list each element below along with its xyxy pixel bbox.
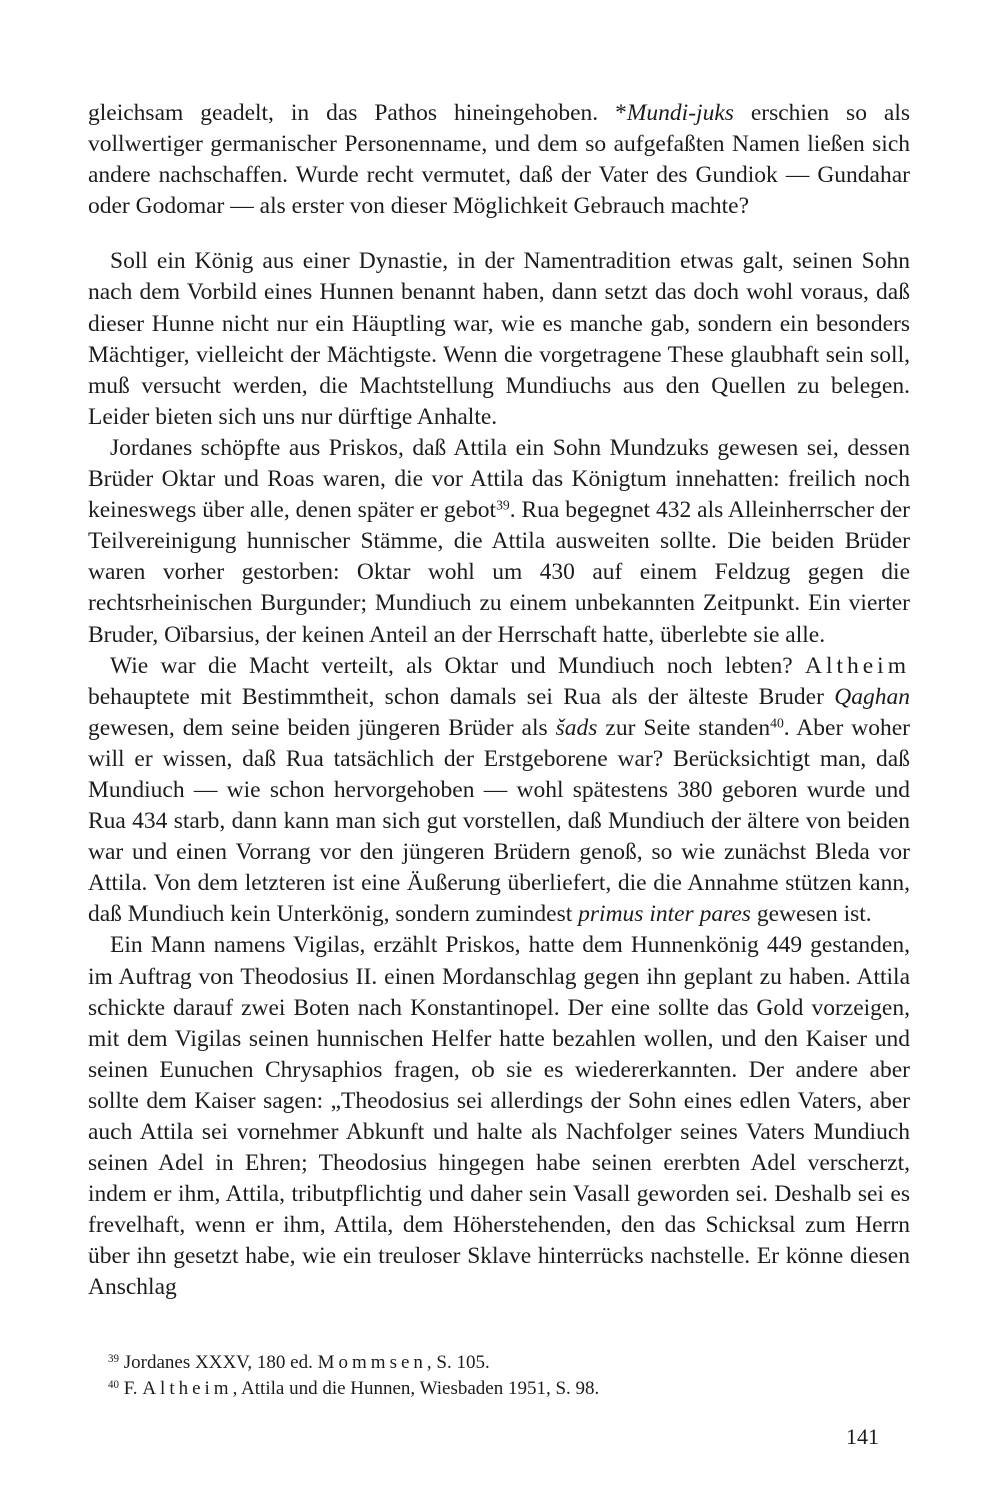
text-run: gewesen, dem seine beiden jüngeren Brüder als [88, 714, 556, 741]
paragraph [88, 651, 910, 931]
paragraph [88, 98, 910, 222]
paragraph [88, 930, 910, 1303]
text-run: behauptete mit Bestimmtheit, schon damals sei Rua als der älteste Bruder [88, 683, 835, 710]
text-run: zur Seite standen [597, 714, 771, 741]
italic-text: šads [555, 714, 598, 741]
text-run: Soll ein König aus einer Dynastie, in der Namentradition etwas galt, seinen Sohn nach dem Vorbild eines Hunnen benannt haben, dann setzt das doch wohl voraus, daß dieser Hunne nicht nur ein Häuptling war, wie es manche gab, sondern ein besonders Mächtiger, vielleicht der Mächtigste. Wenn die vorgetragene These glaubhaft sein soll, muß versucht werden, die Machtstellung Mundiuchs aus den Quellen zu belegen. Leider bieten sich uns nur dürftige Anhalte. [88, 248, 910, 430]
footnotes [108, 1350, 908, 1402]
text-run: Jordanes schöpfte aus Priskos, daß Attila ein Sohn Mundzuks gewesen sei, dessen Brüder Oktar und Roas waren, die vor Attila das Königtum innehatten: freilich noch keineswegs über alle, denen später er gebot [88, 434, 910, 524]
italic-text: Qaghan [834, 683, 910, 710]
text-run: gleichsam geadelt, in das Pathos hineingehoben. * [88, 100, 627, 126]
footnote-ref: 40 [770, 715, 784, 731]
footnote-ref: 39 [496, 497, 510, 513]
spaced-name: Altheim [804, 652, 910, 679]
body-text [88, 98, 910, 1304]
paragraph [88, 246, 910, 433]
italic-text: primus inter pares [578, 901, 751, 928]
text-run: , Attila und die Hunnen, Wiesbaden 1951, S. 98. [232, 1378, 600, 1399]
page-number: 141 [846, 1424, 879, 1449]
text-run: , S. 105. [426, 1352, 490, 1373]
text-run: erschien so als vollwertiger germanischer Personenname, und dem so aufgefaßten Namen ließen sich andere nachschaffen. Wurde recht vermutet, daß der Vater des Gundiok — Gundahar oder Godomar — als erster von dieser Möglichkeit Gebrauch machte? [88, 100, 910, 220]
italic-text: Mundi-juks [626, 100, 734, 126]
footnote-ref: 39 [108, 1352, 120, 1365]
footnote [108, 1376, 908, 1402]
text-run: . Rua begegnet 432 als Alleinherrscher der Teilvereinigung hunnischer Stämme, die Attila ausweiten sollte. Die beiden Brüder waren vorher gestorben: Oktar wohl um 430 auf einem Feldzug gegen die rechtsrheinischen Burgunder; Mundiuch zu einem unbekannten Zeitpunkt. Ein vierter Bruder, Oïbarsius, der keinen Anteil an der Herrschaft hatte, überlebte sie alle. [88, 497, 910, 648]
spaced-name: Altheim [142, 1378, 233, 1399]
text-run: gewesen ist. [750, 901, 872, 928]
text-run: . Aber woher will er wissen, daß Rua tatsächlich der Erstgeborene war? Berücksichtigt man, daß Mundiuch — wie schon hervorgehoben — wohl spätestens 380 geboren wurde und Rua 434 starb, dann kann man sich gut vorstellen, daß Mundiuch der ältere von beiden war und einen Vorrang vor den jüngeren Brüdern genoß, so wie zunächst Bleda vor Attila. Von dem letzteren ist eine Äußerung überliefert, die die Annahme stützen kann, daß Mundiuch kein Unterkönig, sondern zumindest [88, 714, 910, 928]
spaced-name: Mommsen [317, 1352, 427, 1373]
text-run: Wie war die Macht verteilt, als Oktar und Mundiuch noch lebten? [110, 652, 805, 679]
text-run: Jordanes XXXV, 180 ed. [119, 1352, 318, 1373]
text-run: F. [119, 1378, 143, 1399]
footnote-ref: 40 [108, 1378, 120, 1391]
footnote [108, 1350, 908, 1376]
text-run: Ein Mann namens Vigilas, erzählt Priskos, hatte dem Hunnenkönig 449 gestanden, im Auftrag von Theodosius II. einen Mordanschlag gegen ihn geplant zu haben. Attila schickte darauf zwei Boten nach Konstantinopel. Der eine sollte das Gold vorzeigen, mit dem Vigilas seinen hunnischen Helfer hatte bezahlen wollen, und den Kaiser und seinen Eunuchen Chrysaphios fragen, ob sie es wiedererkannten. Der andere aber sollte dem Kaiser sagen: „Theodosius sei allerdings der Sohn eines edlen Vaters, aber auch Attila sei vornehmer Abkunft und halte als Nachfolger seines Vaters Mundiuch seinen Adel in Ehren; Theodosius hingegen habe seinen ererbten Adel verscherzt, indem er ihm, Attila, tributpflichtig und daher sein Vasall geworden sei. Deshalb sei es frevelhaft, wenn er ihm, Attila, dem Höherstehenden, den das Schicksal zum Herrn über ihn gesetzt habe, wie ein treuloser Sklave hinterrücks nachstelle. Er könne diesen Anschlag [88, 932, 910, 1301]
paragraph [88, 433, 910, 651]
paragraph-gap [88, 222, 910, 246]
